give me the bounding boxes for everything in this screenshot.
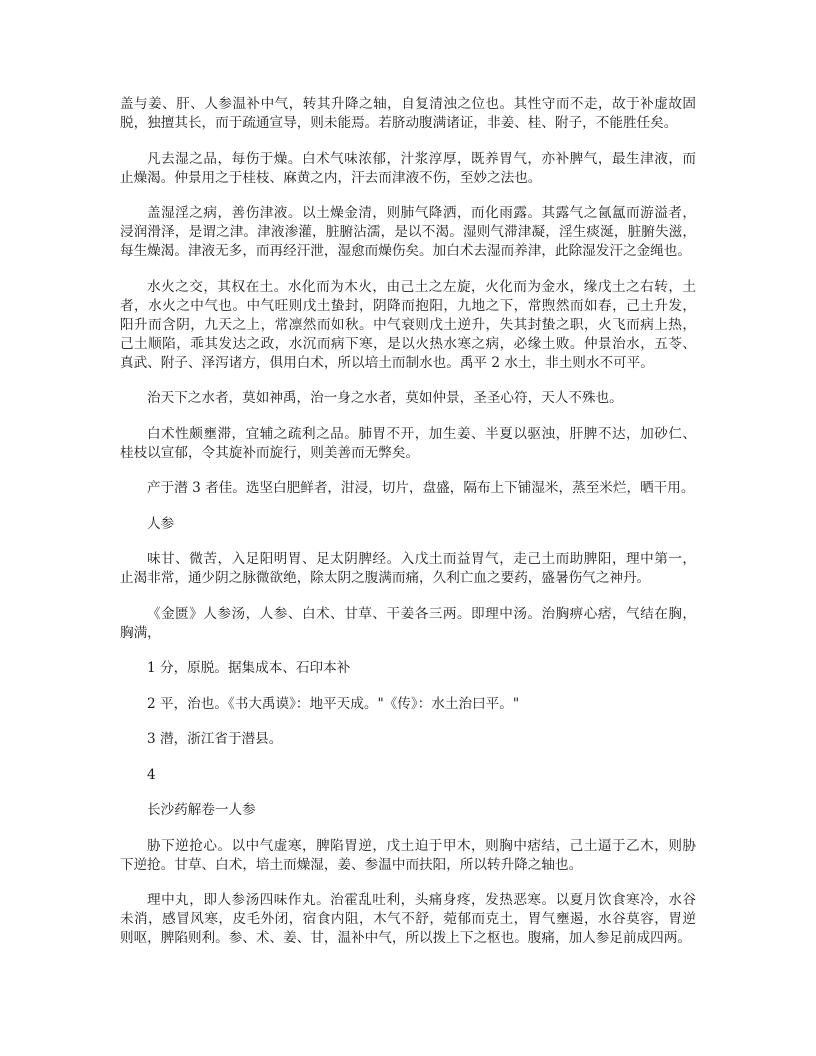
text-line: 止燥渴。仲景用之于桂枝、麻黄之内，汗去而津液不伤，至妙之法也。 [120, 169, 542, 186]
text-line: 长沙药解卷一人参 [147, 802, 256, 818]
text-line: 阳升而含阴，九天之上，常凛然而如秋。中气衰则戊土逆升，失其封蛰之职，火飞而病上热， [120, 316, 696, 333]
text-line: 治天下之水者，莫如神禹，治一身之水者，莫如仲景，圣圣心符，天人不殊也。 [147, 390, 623, 406]
text-line: 4 [147, 766, 156, 783]
text-line: 人参 [147, 515, 175, 532]
text-line: 味甘、微苦，入足阳明胃、足太阴脾经。入戊土而益胃气，走己土而助脾阳，理中第一， [147, 551, 696, 567]
text-line: 凡去湿之品，每伤于燥。白术气味浓郁，汁浆淳厚，既养胃气，亦补脾气，最生津液，而 [147, 150, 696, 167]
text-line: 止渴非常，通少阴之脉微欲绝，除太阴之腹满而痛，久利亡血之要药，盛暑伤气之神丹。 [120, 570, 651, 586]
text-line: 脱，独擅其长，而于疏通宣导，则未能焉。若脐动腹满诸证，非姜、桂、附子，不能胜任矣。 [120, 115, 678, 131]
text-line: 每生燥渴。津液无多，而再经汗泄，湿愈而燥伤矣。加白术去湿而养津，此除湿发汗之金绳也。 [120, 243, 691, 259]
text-line: 2 平，治也。《书大禹谟》：地平天成。"《传》：水土治曰平。" [147, 695, 520, 712]
text-line: 则呕，脾陷则利。参、术、姜、甘，温补中气，所以拨上下之枢也。腹痛，加人参足前成四两。 [120, 930, 691, 946]
paragraph-1 [120, 95, 696, 133]
text-line: 盖与姜、肝、人参温补中气，转其升降之轴，自复清浊之位也。其性守而不走，故于补虚故固 [120, 96, 696, 112]
paragraph-5 [120, 389, 696, 408]
text-line: 浸润滑泽，是谓之津。津液渗灌，脏腑沾濡，是以不渴。湿则气滞津凝，淫生痰涎，脏腑失滋， [120, 224, 696, 240]
text-line: 未消，感冒风寒，皮毛外闭，宿食内阻，木气不舒，菀郁而克土，胃气壅遏，水谷莫容，胃逆 [120, 911, 696, 927]
paragraph-12 [120, 695, 696, 714]
paragraph-2 [120, 150, 696, 188]
text-line: 己土顺陷，乖其发达之政，水沉而病下寒，是以火热水寒之病，必缘土败。仲景治水，五苓、 [120, 335, 696, 352]
text-line: 产于潜 3 者佳。选坚白肥鲜者，泔浸，切片，盘盛，隔布上下铺湿米，蒸至米烂，晒干用。 [147, 480, 695, 496]
text-line: 下逆抢。甘草、白术，培土而燥湿，姜、参温中而扶阳，所以转升降之轴也。 [120, 856, 583, 873]
text-line: 1 分，原脱。据集成本、石印本补 [147, 660, 351, 676]
text-line: 水火之交，其权在土。水化而为木火，由己土之左旋，火化而为金水，缘戊土之右转，土 [147, 278, 696, 295]
paragraph-3 [120, 204, 696, 261]
paragraph-15 [120, 801, 696, 820]
text-line: 白术性颇壅滞，宜辅之疏利之品。肺胃不开，加生姜、半夏以驱浊，肝脾不达，加砂仁、 [147, 425, 696, 442]
paragraph-10 [120, 605, 696, 643]
paragraph-13 [120, 730, 696, 749]
text-line: 理中丸，即人参汤四味作丸。治霍乱吐利，头痛身疼，发热恶寒。以夏月饮食寒冷，水谷 [147, 892, 696, 908]
paragraph-14 [120, 766, 696, 785]
text-line: 胸满， [120, 624, 161, 641]
text-line: 盖湿淫之病，善伤津液。以土燥金清，则肺气降洒，而化雨露。其露气之氤氲而游溢者， [147, 205, 696, 221]
paragraph-7 [120, 479, 696, 498]
paragraph-8 [120, 515, 696, 534]
paragraph-16 [120, 837, 696, 875]
paragraph-17 [120, 891, 696, 948]
paragraph-11 [120, 659, 696, 678]
text-line: 真武、附子、泽泻诸方，俱用白术，所以培土而制水也。禹平 2 水土，非土则水不可平。 [120, 354, 654, 371]
text-line: 《金匮》人参汤，人参、白术、甘草、干姜各三两。即理中汤。治胸痹心痞，气结在胸， [147, 605, 696, 622]
text-line: 桂枝以宣郁，令其旋补而旋行，则美善而无弊矣。 [120, 444, 420, 461]
paragraph-6 [120, 425, 696, 463]
paragraph-9 [120, 550, 696, 588]
text-line: 3 潜，浙江省于潜县。 [147, 731, 283, 747]
paragraph-4 [120, 278, 696, 373]
text-line: 者，水火之中气也。中气旺则戊土蛰封，阴降而抱阳，九地之下，常煦然而如春，己土升发， [120, 297, 696, 314]
text-line: 胁下逆抢心。以中气虚寒，脾陷胃逆，戊土迫于甲木，则胸中痞结，己土逼于乙木，则胁 [147, 837, 696, 854]
